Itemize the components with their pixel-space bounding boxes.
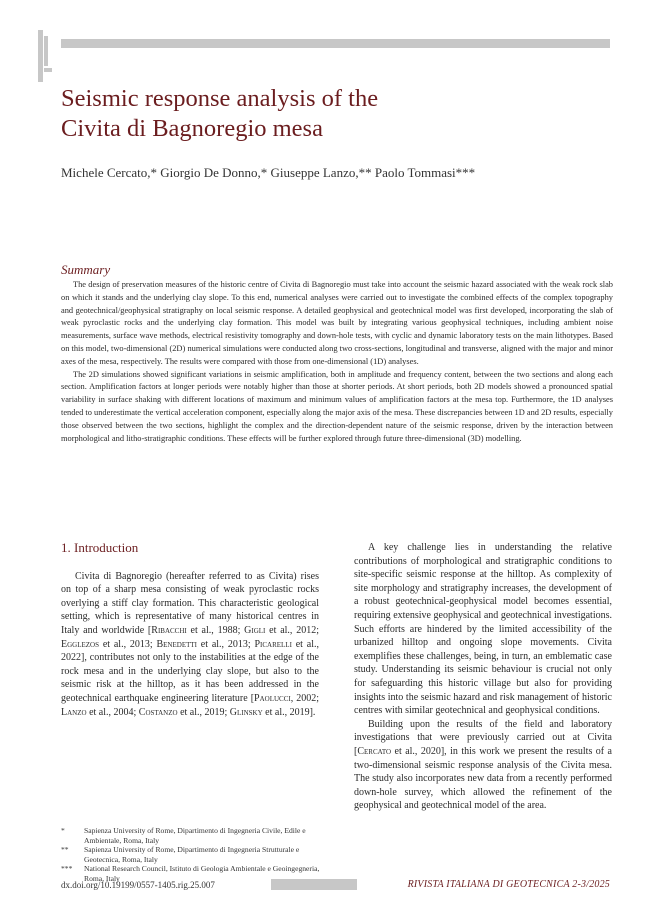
journal-name: RIVISTA ITALIANA DI GEOTECNICA 2-3/2025 [407, 879, 610, 890]
citation-author: Ribacchi [151, 624, 187, 636]
header-rule [61, 39, 610, 48]
citation-author: Cercato [357, 745, 392, 757]
citation-author: Picarelli [254, 638, 292, 650]
footnote-mark: * [61, 826, 65, 835]
citation-author: Benedetti [156, 638, 197, 650]
summary-paragraph-1: The design of preservation measures of the historic centre of Civita di Bagnoregio must take into account the seismic hazard associated with the weak rock slab on which it stands and the underlying clay slope. To this end, numerical analyses were carried out to investigate the combined effects of the complex topography and geotechnical/geophysical stratigraphy on local seismic response. A detailed geophysical and geotechnical model was first developed, incorporating the slab of weak pyroclastic rocks and the underlying clay formation. This model was built by integrating various geophysical techniques, including ambient noise measurements, surface wave methods, electrical resistivity tomography and down-hole tests, with cyclic and dynamic laboratory tests on the main lithotypes. Based on this model, two-dimensional (2D) numerical simulations were conducted along two cross-sections, longitudinal and transverse, aligned with the major and minor axes of the mesa, respectively. The results were compared with those from one-dimensional (1D) analyses. [61, 280, 613, 366]
summary-body [61, 279, 613, 445]
intro-paragraph-2: A key challenge lies in understanding the relative contributions of morphological and stratigraphic conditions to site-specific seismic response at the hilltop. As complexity of site morphology and stratigraphy increases, the development of a robust geotechnical-geophysical model becomes essential, requiring extensive geophysical and geotechnical investigations. Such efforts are hindered by the limited accessibility of the urbanized hilltop and ongoing slope movements. Civita exemplifies these challenges, being, in turn, an emblematic case study. Understanding its seismic behaviour is crucial not only for safeguarding this historic village but also for providing insights into the seismic hazard and risk management of historic centres with similar geotechnical and geophysical conditions. [354, 542, 612, 717]
intro-paragraph-3: Building upon the results of the field and laboratory investigations that were previously carried out at Civita [Cercato et al., 2020], in this work we present the results of a two-dimensional seismic response analysis of the Civita mesa. The study also incorporates new data from a recently performed down-hole survey, which allowed the refinement of the geophysical and geotechnical model of the area. [354, 718, 612, 812]
doi-link[interactable]: dx.doi.org/10.19199/0557-1405.rig.25.007 [61, 880, 215, 890]
affiliation-footnotes [61, 826, 331, 883]
footnote-text: Sapienza University of Rome, Dipartimento di Ingegneria Strutturale e Geotecnica, Roma, Italy [84, 845, 300, 864]
right-column [354, 541, 612, 813]
article-title [61, 84, 581, 144]
footnote-text: Sapienza University of Rome, Dipartimento di Ingegneria Civile, Edile e Ambientale, Roma, Italy [84, 826, 306, 845]
footnote-text: National Research Council, Istituto di Geologia Ambientale e Geoingegneria, Roma, Italy [84, 864, 320, 883]
citation-author: Lanzo [61, 706, 87, 718]
citation-author: Paolucci [254, 692, 291, 704]
footnote [61, 826, 331, 845]
author-list: Michele Cercato,* Giorgio De Donno,* Giuseppe Lanzo,** Paolo Tommasi*** [61, 165, 476, 180]
citation-author: Costanzo [138, 706, 178, 718]
citation-author: Egglezos [61, 638, 99, 650]
journal-logo-icon [38, 30, 52, 82]
citation-author: Glinsky [229, 706, 263, 718]
citation-author: Gigli [244, 624, 266, 636]
summary-heading: Summary [61, 262, 111, 277]
footnote [61, 845, 331, 864]
footnote-mark: *** [61, 864, 73, 873]
article-title-line-1: Seismic response analysis of the [61, 85, 379, 112]
footnote-mark: ** [61, 845, 69, 854]
article-title-line-2: Civita di Bagnoregio mesa [61, 115, 323, 142]
left-column [61, 541, 319, 719]
summary-paragraph-2: The 2D simulations showed significant variations in seismic amplification, both in amplitude and frequency content, between the two sections and along each section. Amplification factors at longer periods were notably higher than those at shorter periods. At short periods, both 2D models showed a pronounced spatial variability in surface shaking with different locations of maximum and minimum values of amplification factors at the mesa top. Furthermore, the 1D analyses tended to underestimate the vertical acceleration component, especially along the major axis of the mesa. These discrepancies between 1D and 2D results, especially those observed between the two sections, highlight the complex and the direction-dependent nature of the seismic response, driven by the interaction between morphological and litho-stratigraphic conditions. These effects will be further explored through future three-dimensional (3D) modelling. [61, 369, 613, 443]
footer-rule [271, 879, 357, 890]
intro-paragraph-1: Civita di Bagnoregio (hereafter referred to as Civita) rises on top of a sharp mesa consisting of weak pyroclastic rocks overlying a stiff clay formation. This characteristic geological setting, which is representative of many historical centres in Italy and worldwide [Ribacchi et al., 1988; Gigli et al., 2012; Egglezos et al., 2013; Benedetti et al., 2013; Picarelli et al., 2022], contributes not only to the instabilities at the edge of the rock mesa and in the underlying clay slope, but also to the seismic risk at the hilltop, as it has been addressed in the geotechnical earthquake engineering literature [Paolucci, 2002; Lanzo et al., 2004; Costanzo et al., 2019; Glinsky et al., 2019]. [61, 570, 320, 718]
section-heading-introduction: 1. Introduction [61, 540, 139, 555]
